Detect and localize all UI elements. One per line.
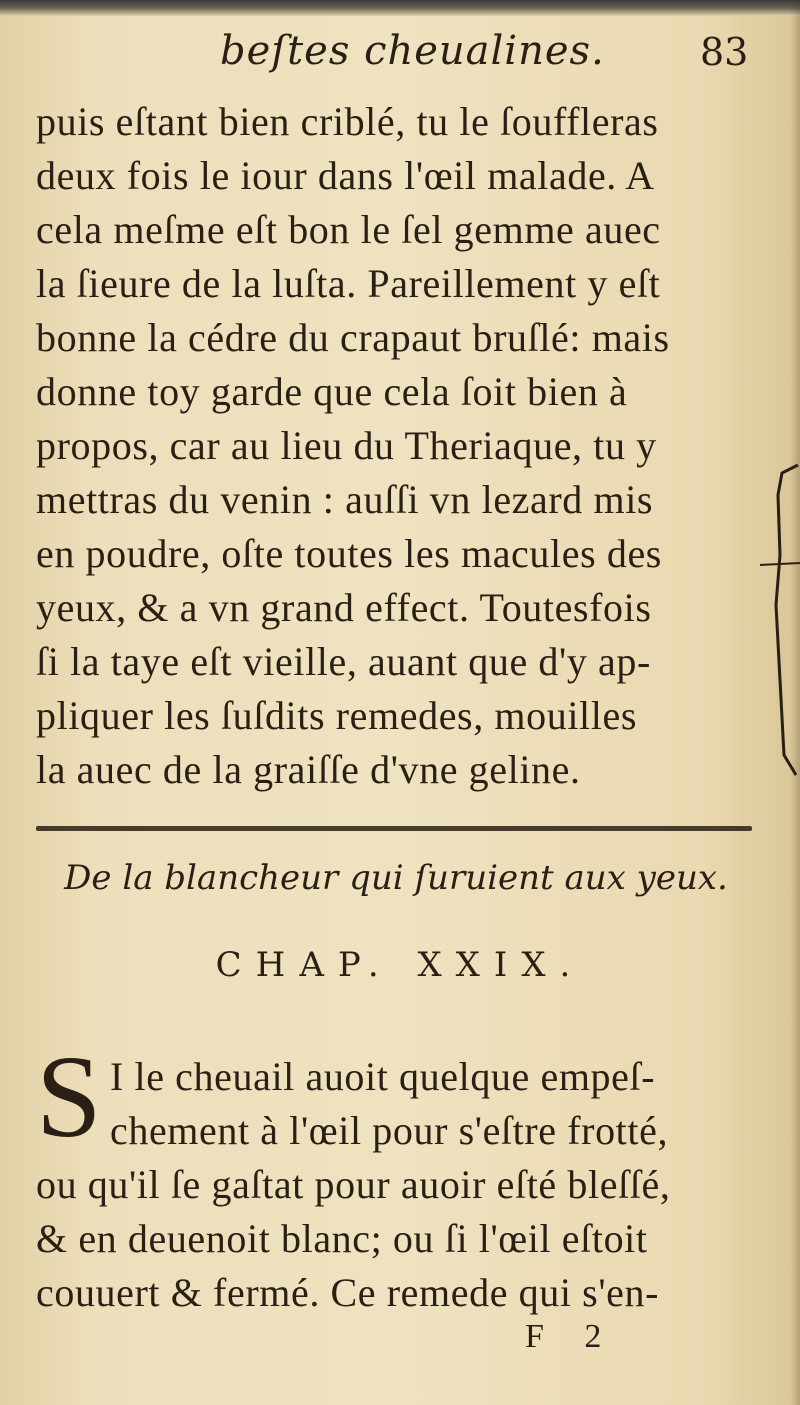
text-line: pliquer les ſuſdits remedes, mouilles [36, 693, 637, 738]
chapter-label: CHAP. XXIX. [215, 945, 585, 985]
text-line: puis eſtant bien criblé, tu le ſouffleras [36, 99, 659, 144]
text-line: mettras du venin : auſſi vn lezard mis [36, 477, 654, 522]
chapter-line: chement à l'œil pour s'eſtre frotté, [110, 1108, 669, 1153]
page-header [0, 28, 800, 88]
text-line: la ſieure de la luſta. Pareillement y eſt [36, 261, 661, 306]
chapter-title: De la blancheur qui ſuruient aux yeux. [64, 858, 728, 898]
chapter-line: I le cheuail auoit quelque empeſ- [110, 1054, 656, 1099]
page-number: 83 [700, 30, 749, 74]
margin-bracket [760, 455, 800, 795]
text-line: en poudre, oſte toutes les macules des [36, 531, 662, 576]
drop-cap: S [36, 1031, 102, 1162]
chapter-line: ou qu'il ſe gaſtat pour auoir eſté bleſſé, [36, 1162, 671, 1207]
chapter-line: & en deuenoit blanc; ou ſi l'œil eſtoit [36, 1216, 648, 1261]
page-top-edge [0, 0, 800, 16]
text-line: bonne la cédre du crapaut bruſlé: mais [36, 315, 670, 360]
text-line: deux fois le iour dans l'œil malade. A [36, 153, 655, 198]
chapter-line: couuert & fermé. Ce remede qui s'en- [36, 1270, 660, 1315]
text-line: ſi la taye eſt vieille, auant que d'y ap- [36, 639, 651, 684]
text-line: donne toy garde que cela ſoit bien à [36, 369, 628, 414]
text-line: yeux, & a vn grand effect. Toutesfois [36, 585, 652, 630]
text-line: propos, car au lieu du Theriaque, tu y [36, 423, 657, 468]
body-text [36, 95, 756, 797]
signature-mark: F 2 [525, 1318, 618, 1355]
running-title: beſtes cheualines. [220, 28, 605, 74]
section-divider [36, 826, 752, 831]
text-line: la auec de la graiſſe d'vne geline. [36, 747, 581, 792]
text-line: cela meſme eſt bon le ſel gemme auec [36, 207, 661, 252]
chapter-body [36, 1031, 756, 1320]
